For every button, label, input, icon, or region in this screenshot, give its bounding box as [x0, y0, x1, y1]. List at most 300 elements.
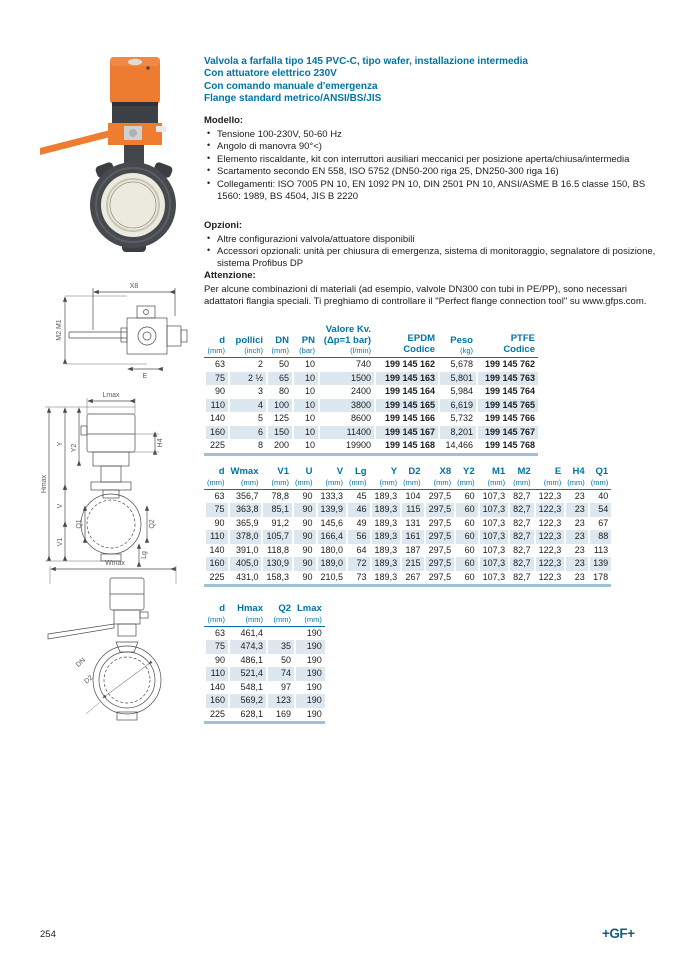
bullet-item [204, 141, 667, 153]
bullet-text: Angolo di manovra 90°<) [217, 141, 322, 153]
bullet-text: Altre configurazioni valvola/attuatore disponibili [217, 234, 415, 245]
ordering-table-wrapper [204, 325, 538, 456]
column-header: Peso (kg) [438, 325, 476, 358]
dim-label-v1: V1 [57, 537, 64, 547]
table-cell: 521,4 [228, 667, 266, 681]
table-cell: 122,3 [534, 517, 565, 531]
table-cell: 215 [400, 557, 424, 571]
dim-label-q2: Q2 [149, 519, 156, 529]
table-cell: 150 [266, 426, 292, 440]
table-cell: 50 [266, 358, 292, 372]
title-line-3: Con comando manuale d'emergenza [204, 80, 378, 92]
table-cell: 267 [400, 571, 424, 585]
column-header: Y (mm) [370, 467, 401, 490]
table-cell: 199 145 768 [476, 439, 538, 453]
table-cell: 113 [588, 544, 612, 558]
table-cell: 740 [318, 358, 374, 372]
column-header: Hmax (mm) [228, 604, 266, 627]
table-cell: 139 [588, 557, 612, 571]
table-cell: 297,5 [424, 503, 455, 517]
table-cell: 60 [454, 544, 478, 558]
table-cell: 23 [564, 503, 588, 517]
table-cell: 65 [266, 372, 292, 386]
table-cell: 110 [204, 667, 228, 681]
table-cell: 140 [204, 412, 228, 426]
table-cell: 161 [400, 530, 424, 544]
bullet-marker: • [207, 165, 211, 176]
table-cell: 23 [564, 517, 588, 531]
bullet-item [204, 179, 667, 203]
dim-label-q1: Q1 [76, 519, 83, 529]
table-cell: 8 [228, 439, 266, 453]
table-row [204, 358, 538, 372]
table-cell: 122,3 [534, 503, 565, 517]
table-cell: 297,5 [424, 517, 455, 531]
table-row [204, 399, 538, 413]
table-cell: 190 [294, 667, 325, 681]
table-cell: 60 [454, 571, 478, 585]
table-cell: 169 [266, 708, 294, 722]
table-cell: 297,5 [424, 530, 455, 544]
table-cell: 431,0 [228, 571, 262, 585]
bullet-text: Scartamento secondo EN 558, ISO 5752 (DN50-200 riga 25, DN250-300 riga 16) [217, 166, 559, 178]
table-cell [266, 627, 294, 641]
bullet-item [204, 234, 667, 246]
dimensions-table-1-wrapper [204, 467, 611, 587]
table-cell: 190 [294, 640, 325, 654]
table-cell: 486,1 [228, 654, 266, 668]
column-header: d (mm) [204, 325, 228, 358]
bullet-marker: • [207, 233, 211, 243]
dim-label-y: Y [57, 441, 64, 447]
table-cell: 107,3 [478, 490, 509, 504]
modello-bullet-list [204, 129, 667, 202]
table-cell: 166,4 [316, 530, 347, 544]
table-cell: 225 [204, 571, 228, 585]
table-row [204, 708, 325, 722]
table-cell: 569,2 [228, 694, 266, 708]
table-cell: 11400 [318, 426, 374, 440]
column-header: d (mm) [204, 604, 228, 627]
table-row [204, 517, 611, 531]
column-header: pollici (inch) [228, 325, 266, 358]
bullet-marker: • [207, 152, 211, 163]
table-cell: 63 [204, 627, 228, 641]
table-row [204, 426, 538, 440]
table-cell: 391,0 [228, 544, 262, 558]
table-cell: 199 145 167 [374, 426, 438, 440]
table-cell: 5,984 [438, 385, 476, 399]
bullet-text: Tensione 100-230V, 50-60 Hz [217, 129, 342, 140]
title-line-2: Con attuatore elettrico 230V [204, 68, 337, 80]
dim-label-d2: D2 [83, 674, 95, 686]
bullet-marker: • [207, 245, 211, 256]
table-cell: 23 [564, 544, 588, 558]
table-cell: 190 [294, 694, 325, 708]
table-cell: 82,7 [508, 490, 534, 504]
table-cell: 5,732 [438, 412, 476, 426]
column-header: Lg (mm) [346, 467, 370, 490]
table-cell: 3 [228, 385, 266, 399]
table-cell: 46 [346, 503, 370, 517]
table-row [204, 490, 611, 504]
table-cell: 90 [292, 490, 316, 504]
bullet-marker: • [207, 177, 211, 188]
table-cell: 199 145 164 [374, 385, 438, 399]
table-row [204, 571, 611, 585]
drawing-top-view [35, 270, 195, 380]
column-header: H4 (mm) [564, 467, 588, 490]
table-cell: 199 145 166 [374, 412, 438, 426]
table-cell: 60 [454, 557, 478, 571]
table-cell: 90 [292, 571, 316, 585]
table-cell: 297,5 [424, 544, 455, 558]
column-header: Wmax (mm) [228, 467, 262, 490]
table-cell: 107,3 [478, 530, 509, 544]
dim-label-y2: Y2 [71, 443, 78, 453]
table-cell: 75 [204, 640, 228, 654]
bullet-item [204, 129, 667, 141]
table-cell: 190 [294, 654, 325, 668]
table-cell: 107,3 [478, 571, 509, 585]
section-heading: Opzioni: [204, 220, 242, 231]
table-cell: 19900 [318, 439, 374, 453]
column-header: D2 (mm) [400, 467, 424, 490]
table-cell: 363,8 [228, 503, 262, 517]
section-heading: Modello: [204, 115, 244, 126]
table-row [204, 627, 325, 641]
table-cell: 122,3 [534, 490, 565, 504]
bullet-marker: • [207, 140, 211, 151]
table-cell: 97 [266, 681, 294, 695]
table-cell: 100 [266, 399, 292, 413]
table-cell: 6,619 [438, 399, 476, 413]
dim-label-hmax: Hmax [41, 474, 48, 494]
table-cell: 130,9 [261, 557, 292, 571]
table-cell: 14,466 [438, 439, 476, 453]
table-cell: 297,5 [424, 571, 455, 585]
table-cell: 78,8 [261, 490, 292, 504]
table-cell: 8600 [318, 412, 374, 426]
table-cell: 210,5 [316, 571, 347, 585]
table-cell: 160 [204, 557, 228, 571]
table-cell: 40 [588, 490, 612, 504]
valve-disc [101, 173, 165, 237]
bullet-text: Collegamenti: ISO 7005 PN 10, EN 1092 PN 10, DIN 2501 PN 10, ANSI/ASME B 16.5 classe 150, BS 1560: 1989, BS 4504, JIS B 2220 [217, 178, 646, 202]
table-cell: 35 [266, 640, 294, 654]
table-cell: 1500 [318, 372, 374, 386]
table-cell: 82,7 [508, 571, 534, 585]
bullet-item [204, 246, 667, 270]
table-cell: 190 [294, 627, 325, 641]
table-cell: 189,0 [316, 557, 347, 571]
table-cell: 199 145 763 [476, 372, 538, 386]
table-cell: 73 [346, 571, 370, 585]
table-cell: 10 [292, 385, 318, 399]
column-header: Q2 (mm) [266, 604, 294, 627]
table-cell: 365,9 [228, 517, 262, 531]
manual-handle [40, 128, 118, 155]
table-cell: 5,801 [438, 372, 476, 386]
table-row [204, 654, 325, 668]
table-cell: 67 [588, 517, 612, 531]
table-cell: 189,3 [370, 503, 401, 517]
dim-label-lg: Lg [141, 551, 148, 559]
table-cell: 158,3 [261, 571, 292, 585]
column-header: Y2 (mm) [454, 467, 478, 490]
table-cell: 91,2 [261, 517, 292, 531]
table-cell: 405,0 [228, 557, 262, 571]
table-cell: 10 [292, 399, 318, 413]
table-cell: 4 [228, 399, 266, 413]
table-cell: 474,3 [228, 640, 266, 654]
column-header: PTFE Codice [476, 325, 538, 358]
table-cell: 6 [228, 426, 266, 440]
table-row [204, 681, 325, 695]
table-cell: 82,7 [508, 544, 534, 558]
table-cell: 85,1 [261, 503, 292, 517]
table-row [204, 640, 325, 654]
column-header: M1 (mm) [478, 467, 509, 490]
table-cell: 107,3 [478, 544, 509, 558]
column-header: V1 (mm) [261, 467, 292, 490]
table-cell: 80 [266, 385, 292, 399]
dim-label-lmax: Lmax [102, 392, 120, 399]
table-cell: 2 ½ [228, 372, 266, 386]
product-title [204, 56, 674, 105]
table-cell: 160 [204, 694, 228, 708]
table-cell: 49 [346, 517, 370, 531]
dim-label-m2m1: M2 M1 [56, 319, 63, 341]
column-header: M2 (mm) [508, 467, 534, 490]
table-cell: 107,3 [478, 503, 509, 517]
product-photo [38, 52, 190, 258]
column-header: EPDM Codice [374, 325, 438, 358]
table-cell: 23 [564, 571, 588, 585]
table-cell: 199 145 163 [374, 372, 438, 386]
table-cell: 139,9 [316, 503, 347, 517]
dimensions-table-1 [204, 467, 611, 587]
table-cell: 548,1 [228, 681, 266, 695]
table-cell: 356,7 [228, 490, 262, 504]
table-cell: 189,3 [370, 571, 401, 585]
table-row [204, 412, 538, 426]
table-cell: 60 [454, 503, 478, 517]
column-header: E (mm) [534, 467, 565, 490]
column-header: Q1 (mm) [588, 467, 612, 490]
table-cell: 122,3 [534, 571, 565, 585]
table-cell: 50 [266, 654, 294, 668]
column-header: Valore Kv. (Δp=1 bar) (l/min) [318, 325, 374, 358]
table-cell: 122,3 [534, 530, 565, 544]
table-cell: 45 [346, 490, 370, 504]
table-cell: 160 [204, 426, 228, 440]
dimensions-table-2 [204, 604, 325, 724]
column-header: X8 (mm) [424, 467, 455, 490]
table-cell: 378,0 [228, 530, 262, 544]
table-cell: 90 [292, 544, 316, 558]
table-cell: 461,4 [228, 627, 266, 641]
table-cell: 88 [588, 530, 612, 544]
page-number: 254 [40, 929, 56, 940]
dim-label-e: E [142, 373, 148, 380]
column-header: V (mm) [316, 467, 347, 490]
table-cell: 72 [346, 557, 370, 571]
column-header: Lmax (mm) [294, 604, 325, 627]
table-cell: 190 [294, 708, 325, 722]
table-cell: 105,7 [261, 530, 292, 544]
table-cell: 199 145 762 [476, 358, 538, 372]
table-row [204, 667, 325, 681]
column-header: DN (mm) [266, 325, 292, 358]
table-cell: 82,7 [508, 557, 534, 571]
dim-label-wmax: Wmax [105, 560, 125, 567]
table-cell: 125 [266, 412, 292, 426]
table-cell: 178 [588, 571, 612, 585]
table-cell: 131 [400, 517, 424, 531]
table-cell: 10 [292, 426, 318, 440]
table-cell: 60 [454, 517, 478, 531]
table-row [204, 439, 538, 453]
table-cell: 297,5 [424, 490, 455, 504]
table-row [204, 530, 611, 544]
table-cell: 200 [266, 439, 292, 453]
bullet-text: Elemento riscaldante, kit con interruttori ausiliari meccanici per posizione aperta/chiusa/intermedia [217, 153, 630, 165]
table-cell: 82,7 [508, 517, 534, 531]
table-cell: 297,5 [424, 557, 455, 571]
section-attenzione [204, 270, 667, 308]
table-cell: 90 [292, 557, 316, 571]
table-cell: 10 [292, 439, 318, 453]
table-cell: 2400 [318, 385, 374, 399]
table-cell: 122,3 [534, 557, 565, 571]
table-cell: 115 [400, 503, 424, 517]
drawing-side-view [30, 554, 205, 741]
table-cell: 104 [400, 490, 424, 504]
table-cell: 90 [204, 517, 228, 531]
column-header: U (mm) [292, 467, 316, 490]
table-cell: 199 145 765 [476, 399, 538, 413]
table-cell: 199 145 766 [476, 412, 538, 426]
table-cell: 75 [204, 372, 228, 386]
table-cell: 140 [204, 681, 228, 695]
table-cell: 90 [292, 530, 316, 544]
table-cell: 133,3 [316, 490, 347, 504]
table-cell: 54 [588, 503, 612, 517]
table-cell: 10 [292, 372, 318, 386]
bullet-item [204, 154, 667, 166]
section-modello [204, 115, 667, 203]
table-cell: 64 [346, 544, 370, 558]
dimensions-table-2-wrapper [204, 604, 325, 724]
table-cell: 8,201 [438, 426, 476, 440]
table-cell: 122,3 [534, 544, 565, 558]
dim-label-h4: H4 [157, 438, 164, 448]
table-cell: 189,3 [370, 530, 401, 544]
table-cell: 10 [292, 412, 318, 426]
dim-label-x8: X8 [129, 283, 139, 290]
title-line-4: Flange standard metrico/ANSI/BS/JIS [204, 92, 382, 104]
table-cell: 187 [400, 544, 424, 558]
section-heading: Attenzione: [204, 270, 256, 281]
table-cell: 628,1 [228, 708, 266, 722]
table-cell: 90 [204, 385, 228, 399]
table-cell: 90 [292, 517, 316, 531]
table-cell: 180,0 [316, 544, 347, 558]
dim-label-dn: DN [74, 656, 88, 669]
table-cell: 63 [204, 490, 228, 504]
table-cell: 56 [346, 530, 370, 544]
table-cell: 3800 [318, 399, 374, 413]
table-cell: 199 145 165 [374, 399, 438, 413]
table-cell: 82,7 [508, 530, 534, 544]
table-cell: 90 [204, 654, 228, 668]
table-cell: 10 [292, 358, 318, 372]
table-row [204, 557, 611, 571]
dim-label-v: V [57, 503, 64, 509]
table-cell: 190 [294, 681, 325, 695]
table-cell: 60 [454, 490, 478, 504]
column-header: PN (bar) [292, 325, 318, 358]
table-cell: 75 [204, 503, 228, 517]
table-row [204, 372, 538, 386]
table-cell: 60 [454, 530, 478, 544]
table-cell: 23 [564, 557, 588, 571]
bullet-marker: • [207, 128, 211, 138]
section-opzioni [204, 220, 667, 271]
table-cell: 74 [266, 667, 294, 681]
table-row [204, 385, 538, 399]
table-cell: 199 145 168 [374, 439, 438, 453]
table-cell: 145,6 [316, 517, 347, 531]
table-cell: 225 [204, 708, 228, 722]
attenzione-text: Per alcune combinazioni di materiali (ad esempio, valvole DN300 con tubi in PE/PP), sono necessari adattatori flangia speciali. Ti preghiamo di controllare il "Perfect flange connection tool" su www.gfps.com. [204, 284, 647, 308]
table-cell: 199 145 764 [476, 385, 538, 399]
table-cell: 110 [204, 399, 228, 413]
table-cell: 82,7 [508, 503, 534, 517]
table-row [204, 544, 611, 558]
table-cell: 5,678 [438, 358, 476, 372]
table-cell: 2 [228, 358, 266, 372]
table-cell: 140 [204, 544, 228, 558]
title-line-1: Valvola a farfalla tipo 145 PVC-C, tipo wafer, installazione intermedia [204, 56, 528, 67]
column-header: d (mm) [204, 467, 228, 490]
table-cell: 63 [204, 358, 228, 372]
drawing-front-view [35, 386, 195, 576]
bullet-text: Accessori opzionali: unità per chiusura di emergenza, sistema di monitoraggio, segnalatore di posizione, sistema Profibus DP [217, 246, 656, 270]
table-cell: 5 [228, 412, 266, 426]
table-cell: 23 [564, 530, 588, 544]
table-cell: 107,3 [478, 557, 509, 571]
table-cell: 23 [564, 490, 588, 504]
table-cell: 189,3 [370, 490, 401, 504]
table-cell: 189,3 [370, 557, 401, 571]
table-cell: 110 [204, 530, 228, 544]
table-cell: 225 [204, 439, 228, 453]
table-cell: 199 145 162 [374, 358, 438, 372]
table-cell: 123 [266, 694, 294, 708]
ordering-table [204, 325, 538, 456]
opzioni-bullet-list [204, 234, 667, 270]
gf-logo: +GF+ [602, 926, 635, 941]
table-row [204, 694, 325, 708]
bullet-item [204, 166, 667, 178]
table-cell: 90 [292, 503, 316, 517]
table-cell: 189,3 [370, 544, 401, 558]
table-row [204, 503, 611, 517]
table-cell: 107,3 [478, 517, 509, 531]
table-cell: 199 145 767 [476, 426, 538, 440]
